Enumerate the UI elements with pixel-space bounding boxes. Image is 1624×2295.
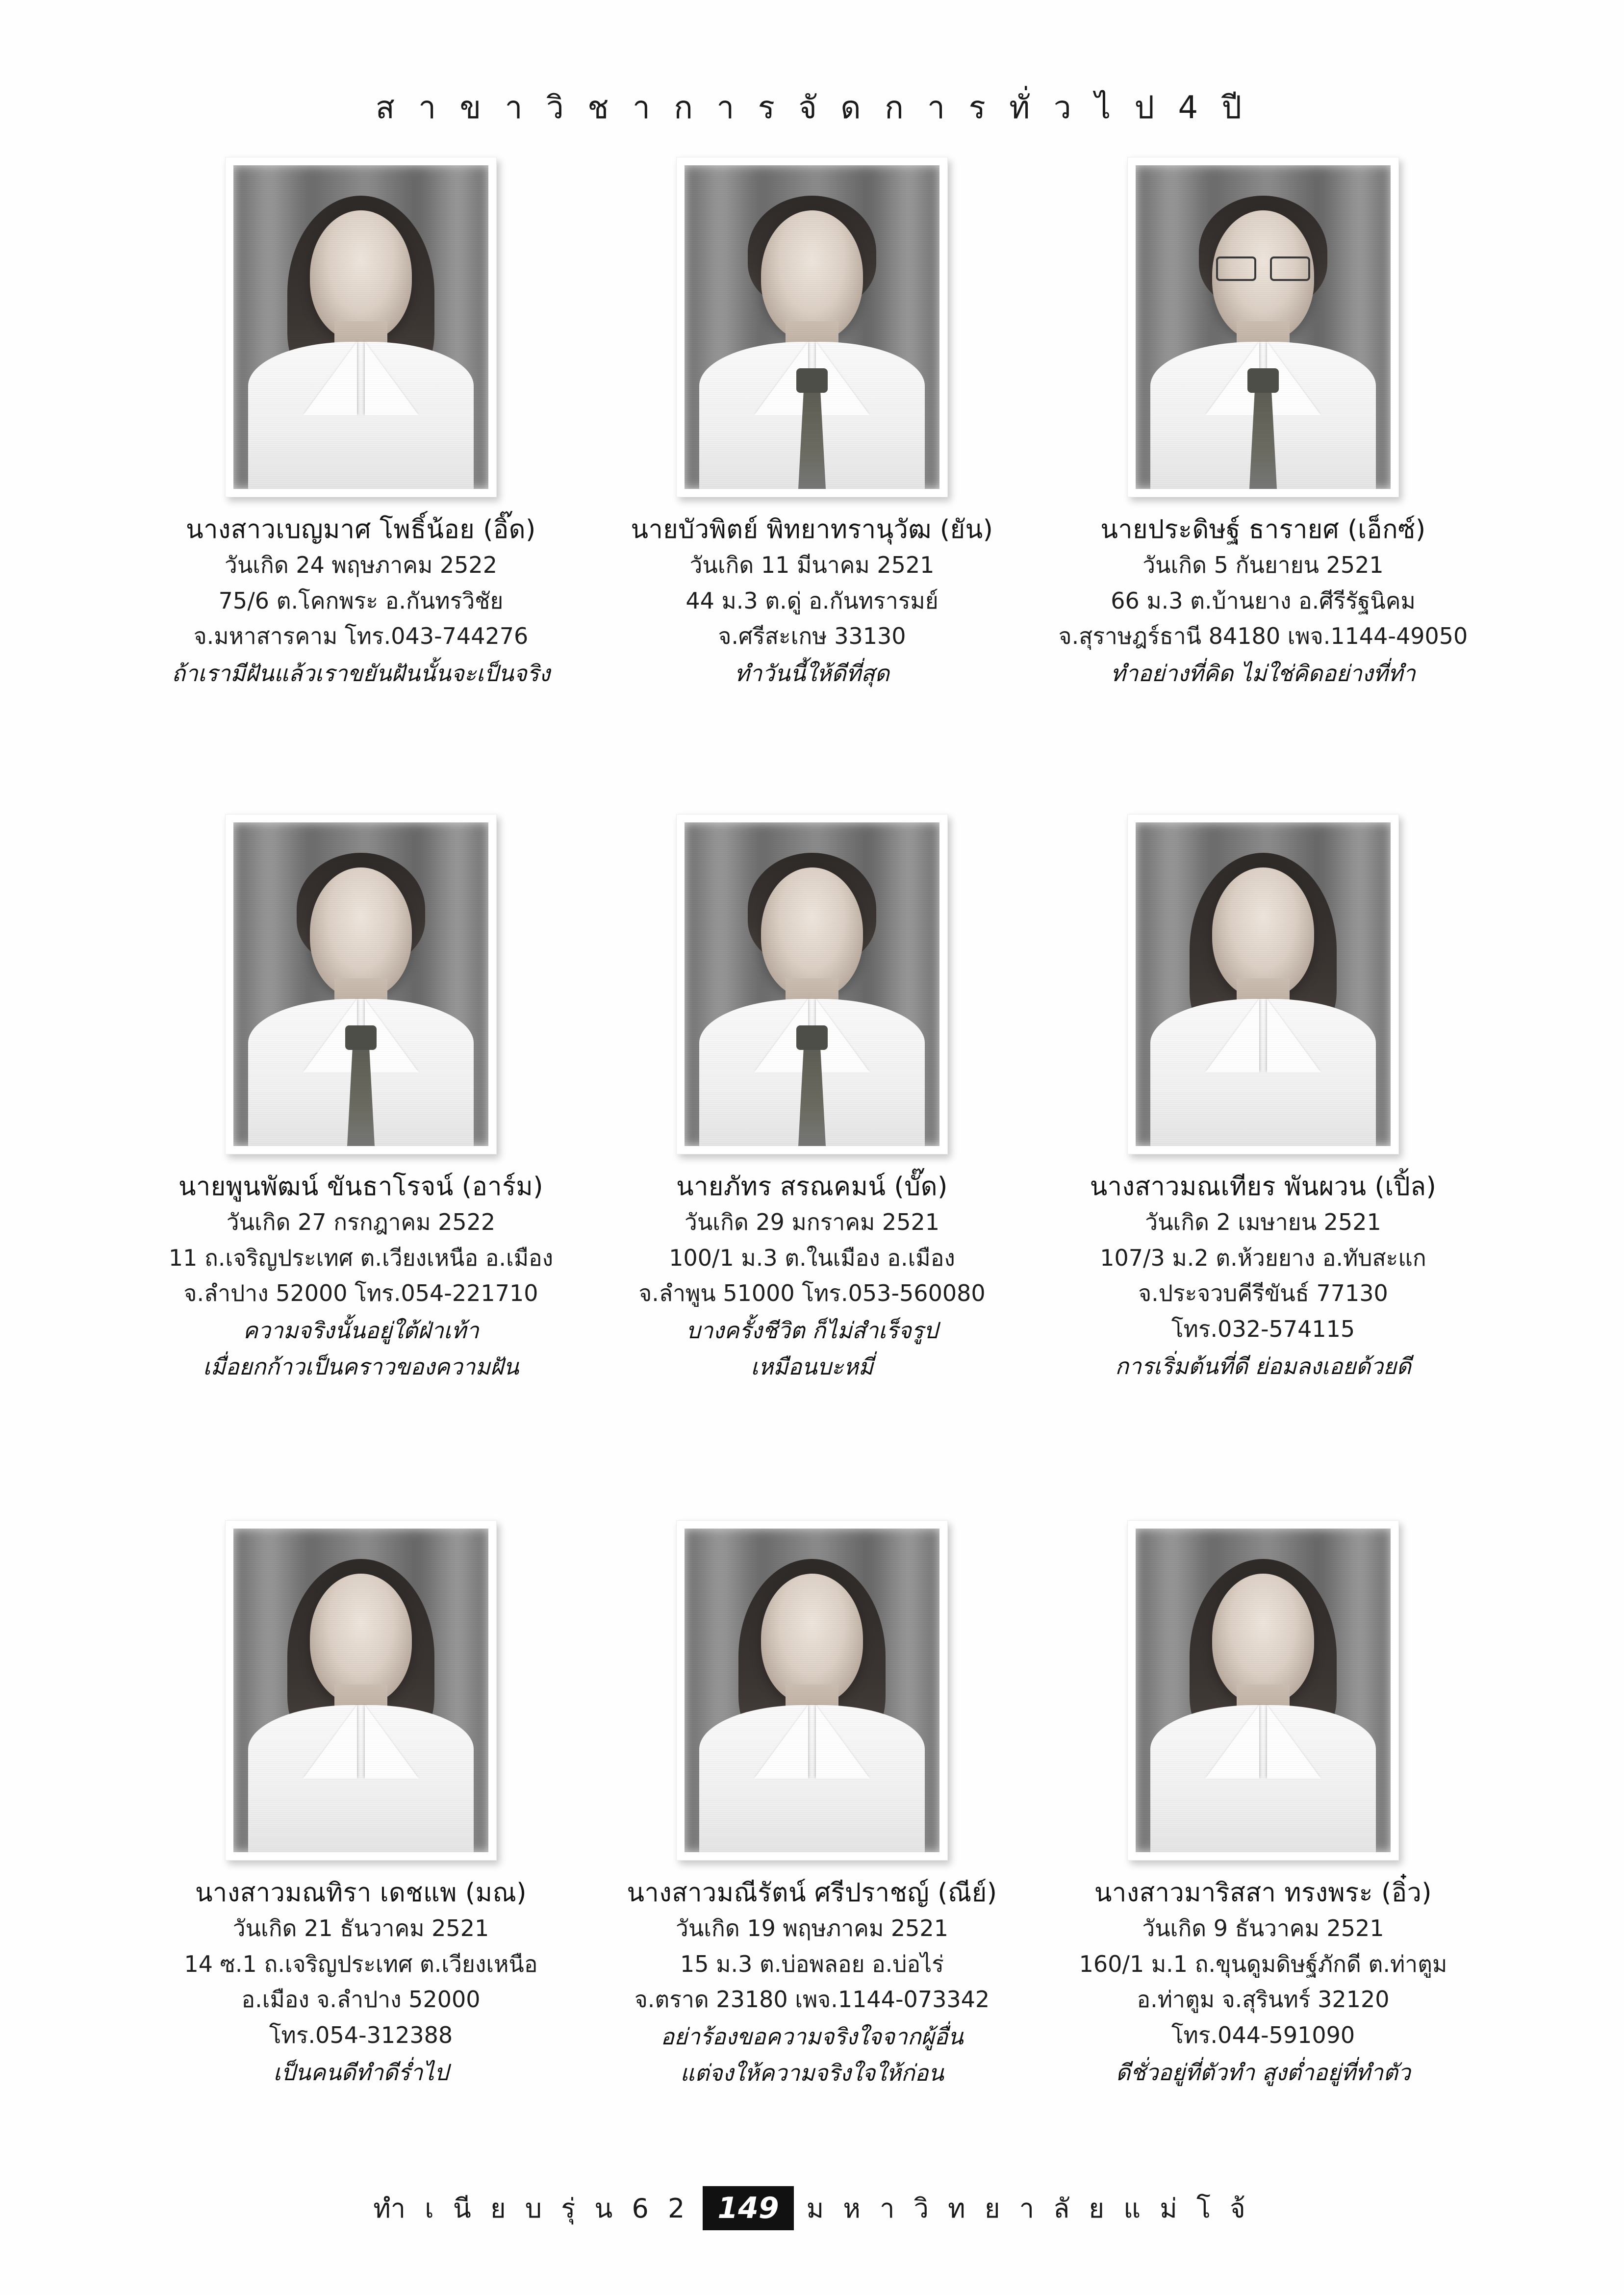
portrait-photo — [1136, 165, 1391, 489]
student-name: นายภัทร สรณคมน์ (บั๊ด) — [676, 1172, 948, 1201]
portrait-photo — [685, 822, 939, 1146]
student-name: นางสาวมาริสสา ทรงพระ (อิ๋ว) — [1094, 1878, 1432, 1908]
student-entry — [596, 1520, 1028, 2094]
student-entry — [145, 157, 577, 790]
student-entry — [596, 157, 1028, 790]
student-entry — [1047, 157, 1479, 790]
student-motto-line-1: เป็นคนดีทำดีร่ำไป — [273, 2059, 449, 2086]
photo-frame — [225, 1520, 497, 1861]
student-address-line-1: 11 ถ.เจริญประเทศ ต.เวียงเหนือ อ.เมือง — [168, 1244, 554, 1271]
student-address-line-1: 14 ซ.1 ถ.เจริญประเทศ ต.เวียงเหนือ — [184, 1950, 538, 1977]
student-entry — [145, 1520, 577, 2094]
student-motto-line-1: ดีชั่วอยู่ที่ตัวทำ สูงต่ำอยู่ที่ทำตัว — [1116, 2059, 1411, 2086]
student-motto-line-1: อย่าร้องขอความจริงใจจากผู้อื่น — [660, 2023, 964, 2050]
student-address-line-2: จ.มหาสารคาม โทร.043-744276 — [193, 623, 529, 650]
student-birthdate: วันเกิด 29 มกราคม 2521 — [685, 1209, 939, 1235]
photo-frame — [676, 1520, 948, 1861]
photo-frame — [1127, 157, 1399, 497]
entries-row-1 — [145, 157, 1479, 790]
student-motto-line-2: แต่จงให้ความจริงใจให้ก่อน — [680, 2060, 944, 2087]
portrait-photo — [685, 165, 939, 489]
student-name: นางสาวมณทิรา เดชแพ (มณ) — [195, 1878, 527, 1908]
student-address-line-2: อ.เมือง จ.ลำปาง 52000 — [241, 1986, 481, 2013]
student-birthdate: วันเกิด 9 ธันวาคม 2521 — [1142, 1915, 1384, 1941]
student-name: นางสาวมณีรัตน์ ศรีปราชญ์ (ณีย์) — [627, 1878, 997, 1908]
student-motto-line-1: ความจริงนั้นอยู่ใต้ฝ่าเท้า — [243, 1317, 479, 1344]
student-address-line-2: จ.ตราด 23180 เพจ.1144-073342 — [634, 1986, 990, 2013]
student-motto-line-1: ทำวันนี้ให้ดีที่สุด — [735, 660, 889, 687]
entries-row-3 — [145, 1520, 1479, 2094]
student-motto-line-1: การเริ่มต้นที่ดี ย่อมลงเอยด้วยดี — [1115, 1352, 1411, 1379]
student-entry — [596, 814, 1028, 1496]
portrait-photo — [1136, 822, 1391, 1146]
student-entry — [1047, 814, 1479, 1496]
photo-frame — [225, 814, 497, 1154]
student-address-line-1: 100/1 ม.3 ต.ในเมือง อ.เมือง — [669, 1244, 955, 1271]
student-motto-line-2: เมื่อยกก้าวเป็นคราวของความฝัน — [203, 1353, 519, 1380]
student-address-line-1: 44 ม.3 ต.ดู่ อ.กันทรารมย์ — [685, 587, 939, 614]
page-title: ส า ข า วิ ช า ก า ร จั ด ก า ร ทั่ ว ไ ป 4 ปี — [375, 90, 1249, 126]
portrait-photo — [685, 1529, 939, 1852]
student-address-line-1: 15 ม.3 ต.บ่อพลอย อ.บ่อไร่ — [680, 1950, 944, 1977]
portrait-photo — [233, 1529, 488, 1852]
student-name: นายพูนพัฒน์ ขันธาโรจน์ (อาร์ม) — [178, 1172, 543, 1201]
student-birthdate: วันเกิด 11 มีนาคม 2521 — [689, 552, 935, 578]
footer-left-text: ทำ เ นี ย บ รุ่ น 6 2 — [373, 2193, 690, 2224]
student-address-line-2: จ.ลำปาง 52000 โทร.054-221710 — [183, 1280, 538, 1307]
student-name: นางสาวเบญมาศ โพธิ์น้อย (อิ๊ด) — [186, 515, 536, 544]
student-name: นายบัวพิตย์ พิทยาทรานุวัฒ (ยัน) — [631, 515, 993, 544]
student-address-line-1: 107/3 ม.2 ต.ห้วยยาง อ.ทับสะแก — [1100, 1244, 1426, 1271]
student-birthdate: วันเกิด 27 กรกฎาคม 2522 — [226, 1209, 496, 1235]
student-address-line-2: จ.ศรีสะเกษ 33130 — [718, 623, 906, 650]
student-birthdate: วันเกิด 24 พฤษภาคม 2522 — [225, 552, 497, 578]
entries-row-2 — [145, 814, 1479, 1496]
student-address-line-2: อ.ท่าตูม จ.สุรินทร์ 32120 — [1137, 1986, 1390, 2013]
student-address-line-2: จ.ประจวบคีรีขันธ์ 77130 — [1138, 1280, 1388, 1307]
student-motto-line-1: บางครั้งชีวิต ก็ไม่สำเร็จรูป — [686, 1317, 938, 1344]
student-address-line-2: จ.ลำพูน 51000 โทร.053-560080 — [638, 1280, 986, 1307]
page-footer — [0, 2186, 1624, 2230]
photo-frame — [1127, 814, 1399, 1154]
photo-frame — [225, 157, 497, 497]
student-entry — [145, 814, 577, 1496]
photo-frame — [676, 814, 948, 1154]
page-number: 149 — [703, 2186, 793, 2230]
student-address-line-3: โทร.044-591090 — [1171, 2022, 1355, 2049]
student-address-line-1: 66 ม.3 ต.บ้านยาง อ.ศีรีรัฐนิคม — [1111, 587, 1416, 614]
student-motto-line-1: ทำอย่างที่คิด ไม่ใช่คิดอย่างที่ทำ — [1111, 660, 1416, 687]
student-birthdate: วันเกิด 5 กันยายน 2521 — [1142, 552, 1384, 578]
student-address-line-1: 160/1 ม.1 ถ.ขุนดูมดิษฐ์ภักดี ต.ท่าตูม — [1079, 1950, 1447, 1977]
student-address-line-2: จ.สุราษฎร์ธานี 84180 เพจ.1144-49050 — [1058, 623, 1468, 650]
portrait-photo — [233, 822, 488, 1146]
student-address-line-3: โทร.032-574115 — [1171, 1316, 1355, 1343]
student-name: นายประดิษฐ์ ธารายศ (เอ็กซ์) — [1100, 515, 1426, 544]
student-motto-line-1: ถ้าเรามีฝันแล้วเราขยันฝันนั้นจะเป็นจริง — [172, 660, 550, 687]
student-birthdate: วันเกิด 19 พฤษภาคม 2521 — [676, 1915, 948, 1941]
photo-frame — [676, 157, 948, 497]
portrait-photo — [233, 165, 488, 489]
student-birthdate: วันเกิด 2 เมษายน 2521 — [1145, 1209, 1381, 1235]
student-name: นางสาวมณเทียร พันผวน (เปิ้ล) — [1090, 1172, 1437, 1201]
student-birthdate: วันเกิด 21 ธันวาคม 2521 — [232, 1915, 489, 1941]
portrait-photo — [1136, 1529, 1391, 1852]
footer-right-text: ม ห า วิ ท ย า ลั ย แ ม่ โ จ้ — [806, 2193, 1251, 2224]
student-motto-line-2: เหมือนบะหมี่ — [751, 1353, 873, 1380]
student-address-line-3: โทร.054-312388 — [269, 2022, 453, 2049]
student-address-line-1: 75/6 ต.โคกพระ อ.กันทรวิชัย — [218, 587, 504, 614]
photo-frame — [1127, 1520, 1399, 1861]
student-entry — [1047, 1520, 1479, 2094]
